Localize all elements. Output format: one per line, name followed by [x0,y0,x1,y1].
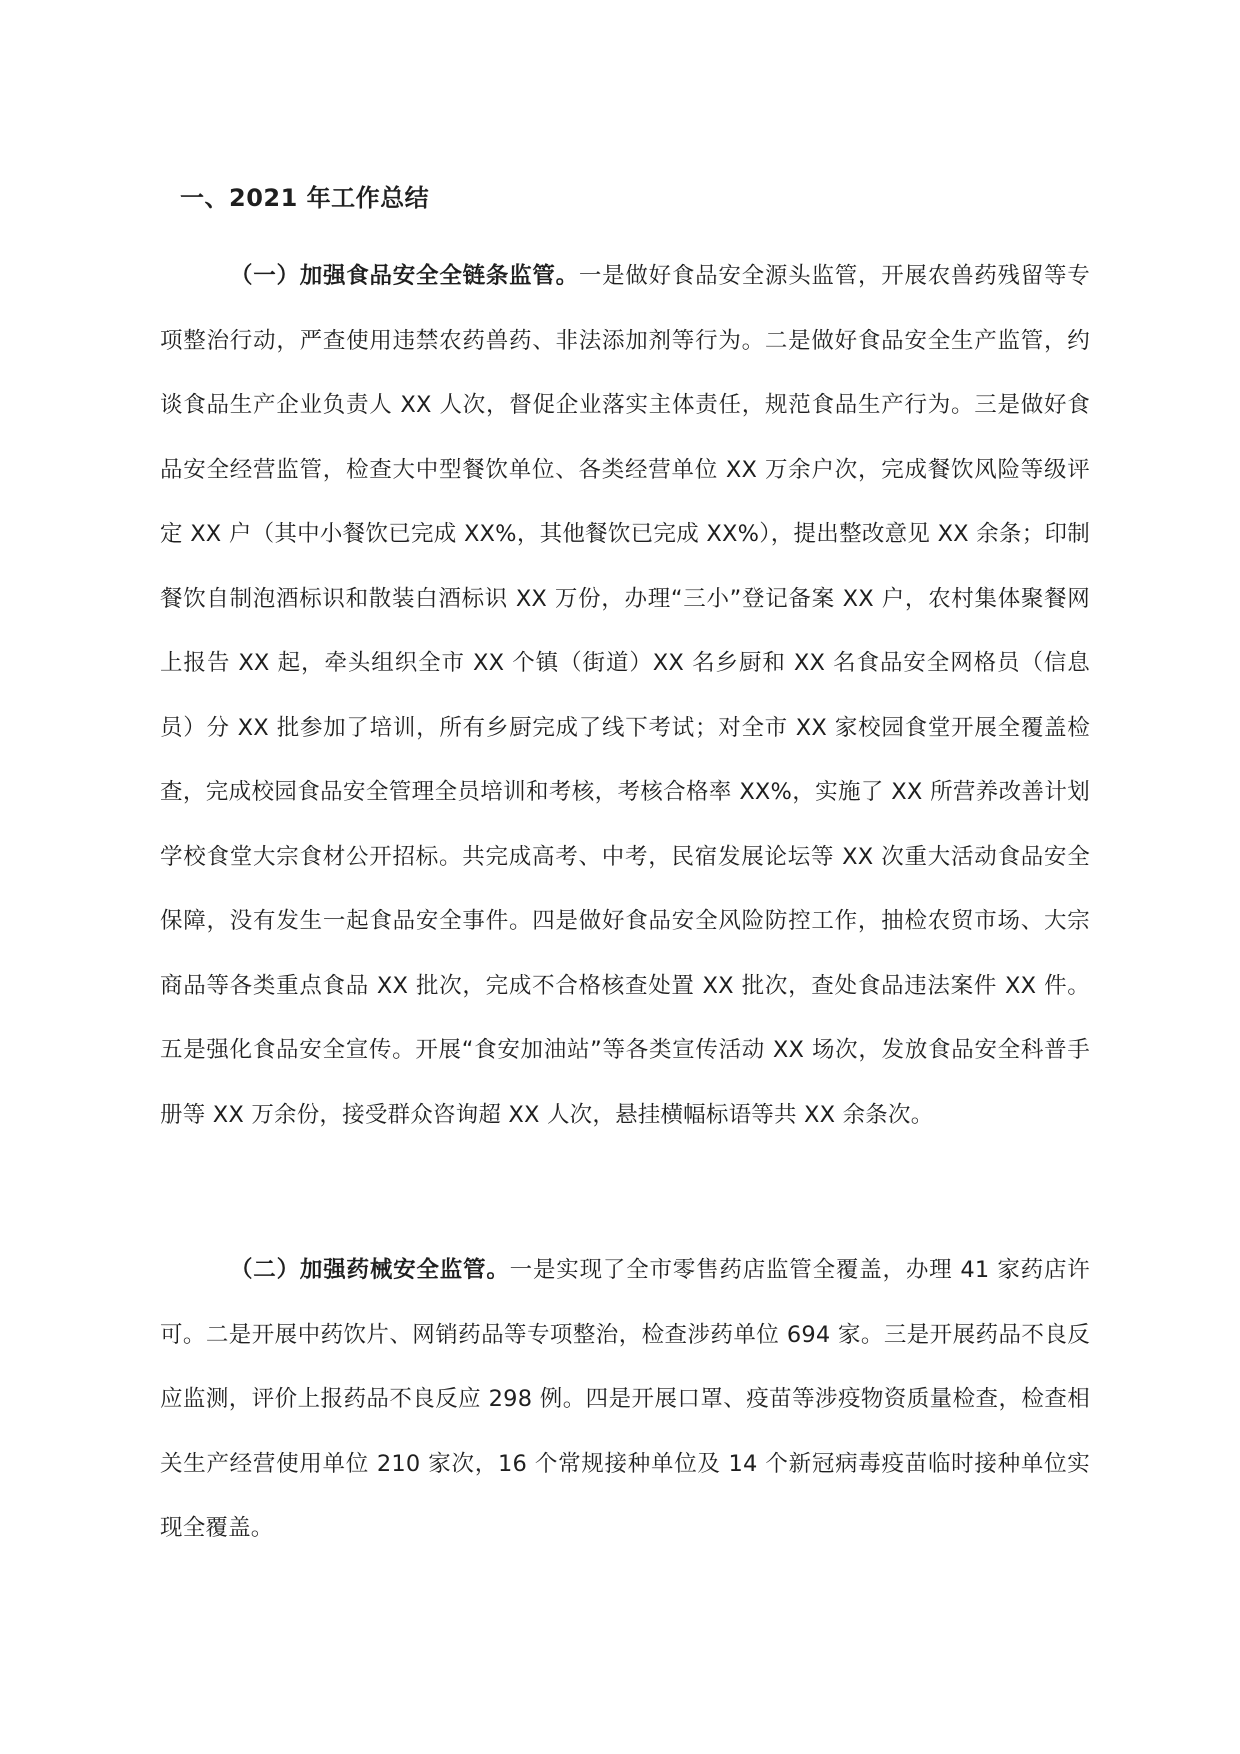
section-heading: 一、2021 年工作总结 [180,184,430,212]
paragraph-body-drug-safety: 一是实现了全市零售药店监管全覆盖，办理 41 家药店许可。二是开展中药饮片、网销药品等专项整治，检查涉药单位 694 家。三是开展药品不良反应监测，评价上报药品不良反应 298 例。四是开展口罩、疫苗等涉疫物资质量检查，检查相关生产经营使用单位 210 家次，16 个常规接种单位及 14 个新冠病毒疫苗临时接种单位实现全覆盖。 [160,1257,1090,1541]
paragraph-lead-drug-safety: （二）加强药械安全监管。 [230,1257,510,1283]
paragraph-drug-safety [160,1238,1090,1561]
paragraph-lead-food-safety: （一）加强食品安全全链条监管。 [230,263,579,289]
paragraph-food-safety [160,244,1090,1147]
paragraph-body-food-safety: 一是做好食品安全源头监管，开展农兽药残留等专项整治行动，严查使用违禁农药兽药、非法添加剂等行为。二是做好食品安全生产监管，约谈食品生产企业负责人 XX 人次，督促企业落实主体责任，规范食品生产行为。三是做好食品安全经营监管，检查大中型餐饮单位、各类经营单位 XX 万余户次，完成餐饮风险等级评定 XX 户（其中小餐饮已完成 XX%，其他餐饮已完成 XX%），提出整改意见 XX 余条；印制餐饮自制泡酒标识和散装白酒标识 XX 万份，办理“三小”登记备案 XX 户，农村集体聚餐网上报告 XX 起，牵头组织全市 XX 个镇（街道）XX 名乡厨和 XX 名食品安全网格员（信息员）分 XX 批参加了培训，所有乡厨完成了线下考试；对全市 XX 家校园食堂开展全覆盖检查，完成校园食品安全管理全员培训和考核，考核合格率 XX%，实施了 XX 所营养改善计划学校食堂大宗食材公开招标。共完成高考、中考，民宿发展论坛等 XX 次重大活动食品安全保障，没有发生一起食品安全事件。四是做好食品安全风险防控工作，抽检农贸市场、大宗商品等各类重点食品 XX 批次，完成不合格核查处置 XX 批次，查处食品违法案件 XX 件。五是强化食品安全宣传。开展“食安加油站”等各类宣传活动 XX 场次，发放食品安全科普手册等 XX 万余份，接受群众咨询超 XX 人次，悬挂横幅标语等共 XX 余条次。 [160,263,1090,1128]
